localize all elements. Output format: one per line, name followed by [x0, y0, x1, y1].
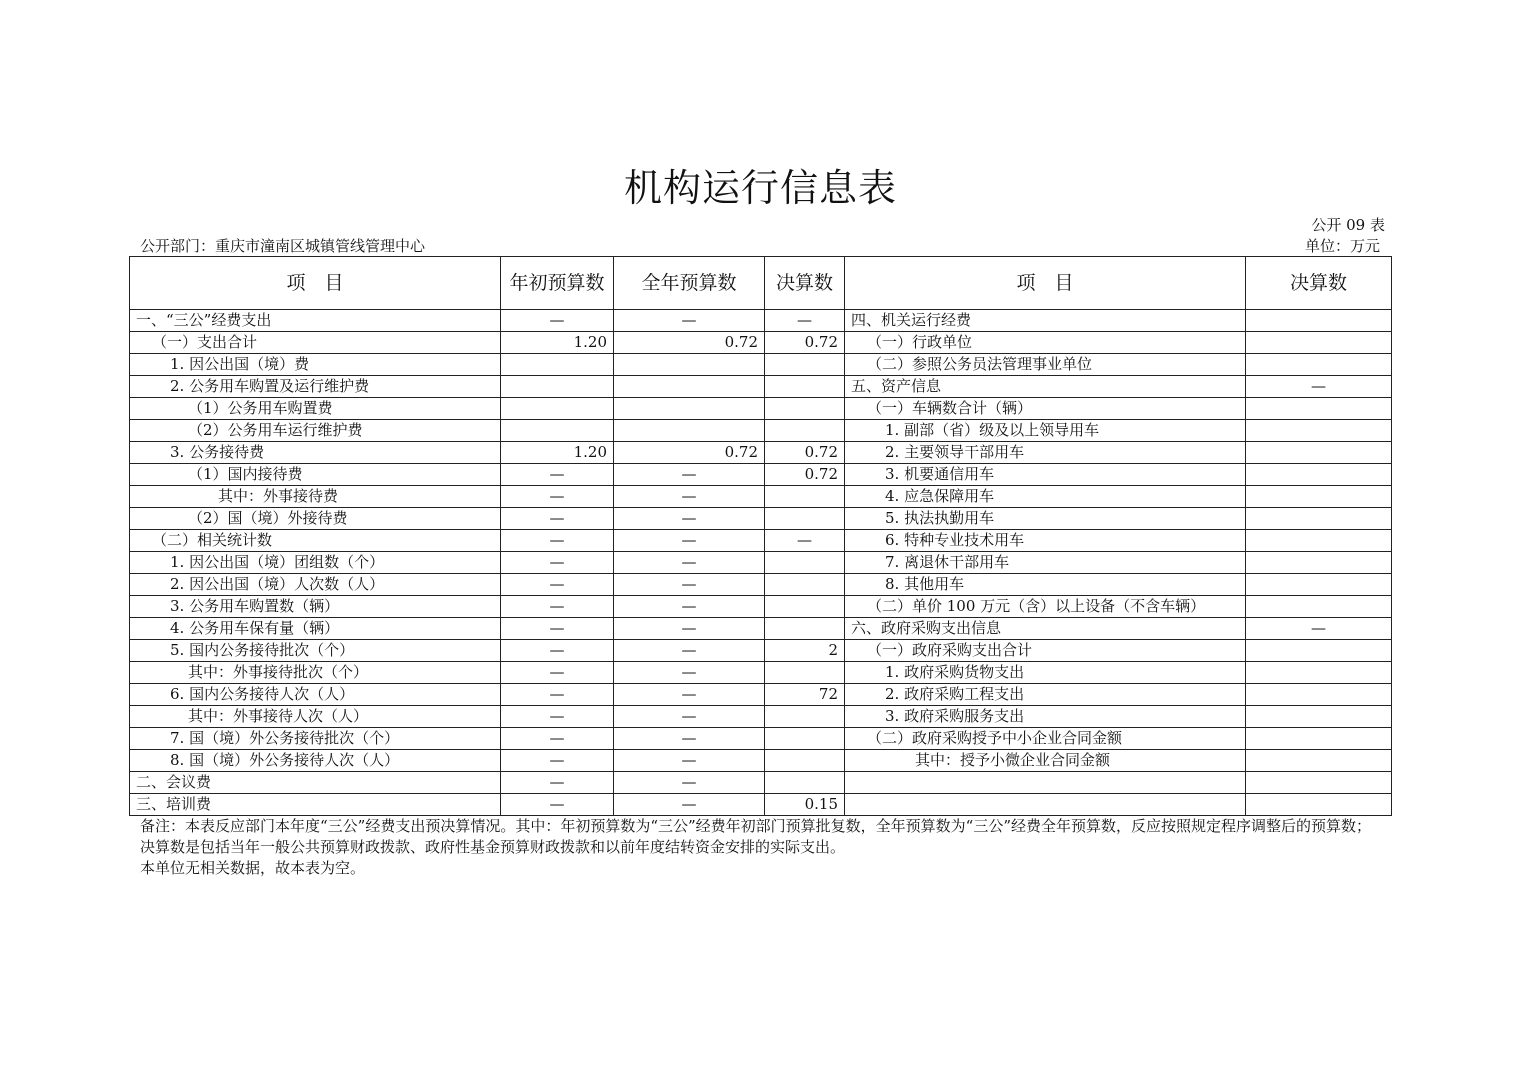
full-year-budget-cell: —: [614, 596, 765, 618]
initial-budget-cell: —: [501, 310, 614, 332]
initial-budget-cell: —: [501, 750, 614, 772]
row-item-label-right: 7. 离退休干部用车: [845, 552, 1246, 574]
initial-budget-cell: 1.20: [501, 442, 614, 464]
row-item-label-right: 3. 政府采购服务支出: [845, 706, 1246, 728]
row-item-label-right: 1. 副部（省）级及以上领导用车: [845, 420, 1246, 442]
info-table: [129, 256, 1392, 816]
final-accounts-cell: [765, 420, 845, 442]
row-item-label-right: 3. 机要通信用车: [845, 464, 1246, 486]
row-item-label: 三、培训费: [130, 794, 501, 816]
final-accounts-cell: [765, 662, 845, 684]
row-item-label-right: 五、资产信息: [845, 376, 1246, 398]
header-item-right: 项 目: [845, 257, 1246, 310]
final-accounts-right-cell: [1246, 508, 1392, 530]
final-accounts-cell: [765, 618, 845, 640]
initial-budget-cell: 1.20: [501, 332, 614, 354]
final-accounts-right-cell: [1246, 772, 1392, 794]
full-year-budget-cell: —: [614, 486, 765, 508]
table-row: [130, 662, 1392, 684]
final-accounts-right-cell: [1246, 552, 1392, 574]
final-accounts-cell: [765, 728, 845, 750]
full-year-budget-cell: —: [614, 794, 765, 816]
final-accounts-cell: 0.72: [765, 442, 845, 464]
table-row: [130, 684, 1392, 706]
row-item-label: 1. 因公出国（境）费: [130, 354, 501, 376]
row-item-label-right: 六、政府采购支出信息: [845, 618, 1246, 640]
final-accounts-cell: [765, 552, 845, 574]
final-accounts-cell: [765, 596, 845, 618]
final-accounts-cell: [765, 376, 845, 398]
row-item-label: 3. 公务用车购置数（辆）: [130, 596, 501, 618]
final-accounts-right-cell: [1246, 596, 1392, 618]
full-year-budget-cell: [614, 398, 765, 420]
row-item-label: 一、“三公”经费支出: [130, 310, 501, 332]
full-year-budget-cell: —: [614, 574, 765, 596]
final-accounts-right-cell: [1246, 640, 1392, 662]
table-header-row: [130, 257, 1392, 310]
row-item-label: 6. 国内公务接待人次（人）: [130, 684, 501, 706]
final-accounts-right-cell: [1246, 728, 1392, 750]
final-accounts-right-cell: [1246, 574, 1392, 596]
row-item-label-right: （二）单价 100 万元（含）以上设备（不含车辆）: [845, 596, 1246, 618]
department-label: 公开部门：重庆市潼南区城镇管线管理中心: [140, 237, 426, 255]
final-accounts-right-cell: [1246, 310, 1392, 332]
header-full-year-budget: 全年预算数: [614, 257, 765, 310]
final-accounts-right-cell: [1246, 354, 1392, 376]
table-row: [130, 420, 1392, 442]
row-item-label: （2）国（境）外接待费: [130, 508, 501, 530]
initial-budget-cell: —: [501, 574, 614, 596]
initial-budget-cell: —: [501, 772, 614, 794]
final-accounts-right-cell: [1246, 794, 1392, 816]
initial-budget-cell: [501, 376, 614, 398]
initial-budget-cell: [501, 420, 614, 442]
table-row: [130, 508, 1392, 530]
initial-budget-cell: —: [501, 530, 614, 552]
table-row: [130, 794, 1392, 816]
row-item-label-right: 2. 主要领导干部用车: [845, 442, 1246, 464]
row-item-label: （1）公务用车购置费: [130, 398, 501, 420]
initial-budget-cell: —: [501, 662, 614, 684]
form-number: 公开 09 表: [1311, 216, 1385, 234]
final-accounts-cell: [765, 574, 845, 596]
full-year-budget-cell: —: [614, 618, 765, 640]
row-item-label: （一）支出合计: [130, 332, 501, 354]
final-accounts-cell: 0.72: [765, 332, 845, 354]
row-item-label: 其中：外事接待批次（个）: [130, 662, 501, 684]
table-row: [130, 596, 1392, 618]
table-row: [130, 530, 1392, 552]
final-accounts-cell: 2: [765, 640, 845, 662]
full-year-budget-cell: —: [614, 772, 765, 794]
row-item-label-right: 6. 特种专业技术用车: [845, 530, 1246, 552]
table-row: [130, 706, 1392, 728]
final-accounts-cell: 72: [765, 684, 845, 706]
row-item-label: 其中：外事接待费: [130, 486, 501, 508]
row-item-label: 5. 国内公务接待批次（个）: [130, 640, 501, 662]
row-item-label: 2. 公务用车购置及运行维护费: [130, 376, 501, 398]
full-year-budget-cell: —: [614, 706, 765, 728]
final-accounts-cell: [765, 508, 845, 530]
full-year-budget-cell: 0.72: [614, 332, 765, 354]
table-row: [130, 398, 1392, 420]
row-item-label-right: （一）行政单位: [845, 332, 1246, 354]
remark-text: 备注：本表反应部门本年度“三公”经费支出预决算情况。其中：年初预算数为“三公”经费年初部门预算批复数，全年预算数为“三公”经费全年预算数，反应按照规定程序调整后的预算数；决算数是包括当年一般公共预算财政拨款、政府性基金预算财政拨款和以前年度结转资金安排的实际支出。: [140, 817, 1372, 856]
final-accounts-right-cell: [1246, 464, 1392, 486]
full-year-budget-cell: —: [614, 662, 765, 684]
row-item-label-right: （一）政府采购支出合计: [845, 640, 1246, 662]
full-year-budget-cell: —: [614, 464, 765, 486]
footnote: [140, 816, 1385, 879]
row-item-label-right: [845, 772, 1246, 794]
table-row: [130, 310, 1392, 332]
row-item-label-right: （一）车辆数合计（辆）: [845, 398, 1246, 420]
row-item-label-right: （二）参照公务员法管理事业单位: [845, 354, 1246, 376]
final-accounts-right-cell: —: [1246, 376, 1392, 398]
final-accounts-cell: 0.15: [765, 794, 845, 816]
initial-budget-cell: —: [501, 552, 614, 574]
final-accounts-right-cell: [1246, 398, 1392, 420]
final-accounts-cell: [765, 486, 845, 508]
table-row: [130, 464, 1392, 486]
final-accounts-right-cell: [1246, 486, 1392, 508]
row-item-label: 4. 公务用车保有量（辆）: [130, 618, 501, 640]
final-accounts-cell: [765, 750, 845, 772]
final-accounts-right-cell: [1246, 442, 1392, 464]
final-accounts-cell: [765, 772, 845, 794]
final-accounts-right-cell: [1246, 706, 1392, 728]
final-accounts-cell: —: [765, 310, 845, 332]
row-item-label: 1. 因公出国（境）团组数（个）: [130, 552, 501, 574]
initial-budget-cell: —: [501, 684, 614, 706]
full-year-budget-cell: —: [614, 310, 765, 332]
final-accounts-cell: [765, 398, 845, 420]
row-item-label-right: 8. 其他用车: [845, 574, 1246, 596]
header-initial-budget: 年初预算数: [501, 257, 614, 310]
full-year-budget-cell: —: [614, 750, 765, 772]
initial-budget-cell: —: [501, 794, 614, 816]
final-accounts-right-cell: —: [1246, 618, 1392, 640]
full-year-budget-cell: [614, 354, 765, 376]
full-year-budget-cell: [614, 376, 765, 398]
row-item-label: 3. 公务接待费: [130, 442, 501, 464]
row-item-label: 8. 国（境）外公务接待人次（人）: [130, 750, 501, 772]
header-final-accounts: 决算数: [765, 257, 845, 310]
unit-label: 单位：万元: [1304, 237, 1380, 255]
row-item-label-right: [845, 794, 1246, 816]
row-item-label: 2. 因公出国（境）人次数（人）: [130, 574, 501, 596]
final-accounts-cell: [765, 706, 845, 728]
initial-budget-cell: —: [501, 596, 614, 618]
initial-budget-cell: —: [501, 706, 614, 728]
table-row: [130, 772, 1392, 794]
row-item-label: （1）国内接待费: [130, 464, 501, 486]
full-year-budget-cell: [614, 420, 765, 442]
header-item: 项 目: [130, 257, 501, 310]
full-year-budget-cell: —: [614, 530, 765, 552]
table-row: [130, 618, 1392, 640]
row-item-label: 其中：外事接待人次（人）: [130, 706, 501, 728]
initial-budget-cell: [501, 354, 614, 376]
final-accounts-right-cell: [1246, 332, 1392, 354]
initial-budget-cell: —: [501, 486, 614, 508]
initial-budget-cell: —: [501, 728, 614, 750]
row-item-label-right: （二）政府采购授予中小企业合同金额: [845, 728, 1246, 750]
table-row: [130, 728, 1392, 750]
final-accounts-right-cell: [1246, 662, 1392, 684]
initial-budget-cell: —: [501, 508, 614, 530]
full-year-budget-cell: —: [614, 552, 765, 574]
table-row: [130, 332, 1392, 354]
initial-budget-cell: [501, 398, 614, 420]
table-row: [130, 442, 1392, 464]
final-accounts-cell: 0.72: [765, 464, 845, 486]
final-accounts-right-cell: [1246, 530, 1392, 552]
row-item-label-right: 5. 执法执勤用车: [845, 508, 1246, 530]
table-row: [130, 486, 1392, 508]
final-accounts-cell: —: [765, 530, 845, 552]
final-accounts-right-cell: [1246, 750, 1392, 772]
row-item-label-right: 2. 政府采购工程支出: [845, 684, 1246, 706]
table-row: [130, 354, 1392, 376]
final-accounts-right-cell: [1246, 420, 1392, 442]
table-row: [130, 552, 1392, 574]
row-item-label: （二）相关统计数: [130, 530, 501, 552]
page-title: 机构运行信息表: [623, 166, 897, 210]
full-year-budget-cell: —: [614, 728, 765, 750]
empty-data-note: 本单位无相关数据，故本表为空。: [140, 859, 366, 877]
initial-budget-cell: —: [501, 464, 614, 486]
table-row: [130, 750, 1392, 772]
header-final-accounts-right: 决算数: [1246, 257, 1392, 310]
row-item-label: 二、会议费: [130, 772, 501, 794]
row-item-label-right: 4. 应急保障用车: [845, 486, 1246, 508]
row-item-label: （2）公务用车运行维护费: [130, 420, 501, 442]
row-item-label-right: 1. 政府采购货物支出: [845, 662, 1246, 684]
row-item-label-right: 其中：授予小微企业合同金额: [845, 750, 1246, 772]
initial-budget-cell: —: [501, 618, 614, 640]
row-item-label: 7. 国（境）外公务接待批次（个）: [130, 728, 501, 750]
table-row: [130, 574, 1392, 596]
table-row: [130, 640, 1392, 662]
full-year-budget-cell: 0.72: [614, 442, 765, 464]
row-item-label-right: 四、机关运行经费: [845, 310, 1246, 332]
full-year-budget-cell: —: [614, 508, 765, 530]
initial-budget-cell: —: [501, 640, 614, 662]
full-year-budget-cell: —: [614, 640, 765, 662]
table-row: [130, 376, 1392, 398]
final-accounts-cell: [765, 354, 845, 376]
full-year-budget-cell: —: [614, 684, 765, 706]
table-body: [130, 310, 1392, 816]
final-accounts-right-cell: [1246, 684, 1392, 706]
